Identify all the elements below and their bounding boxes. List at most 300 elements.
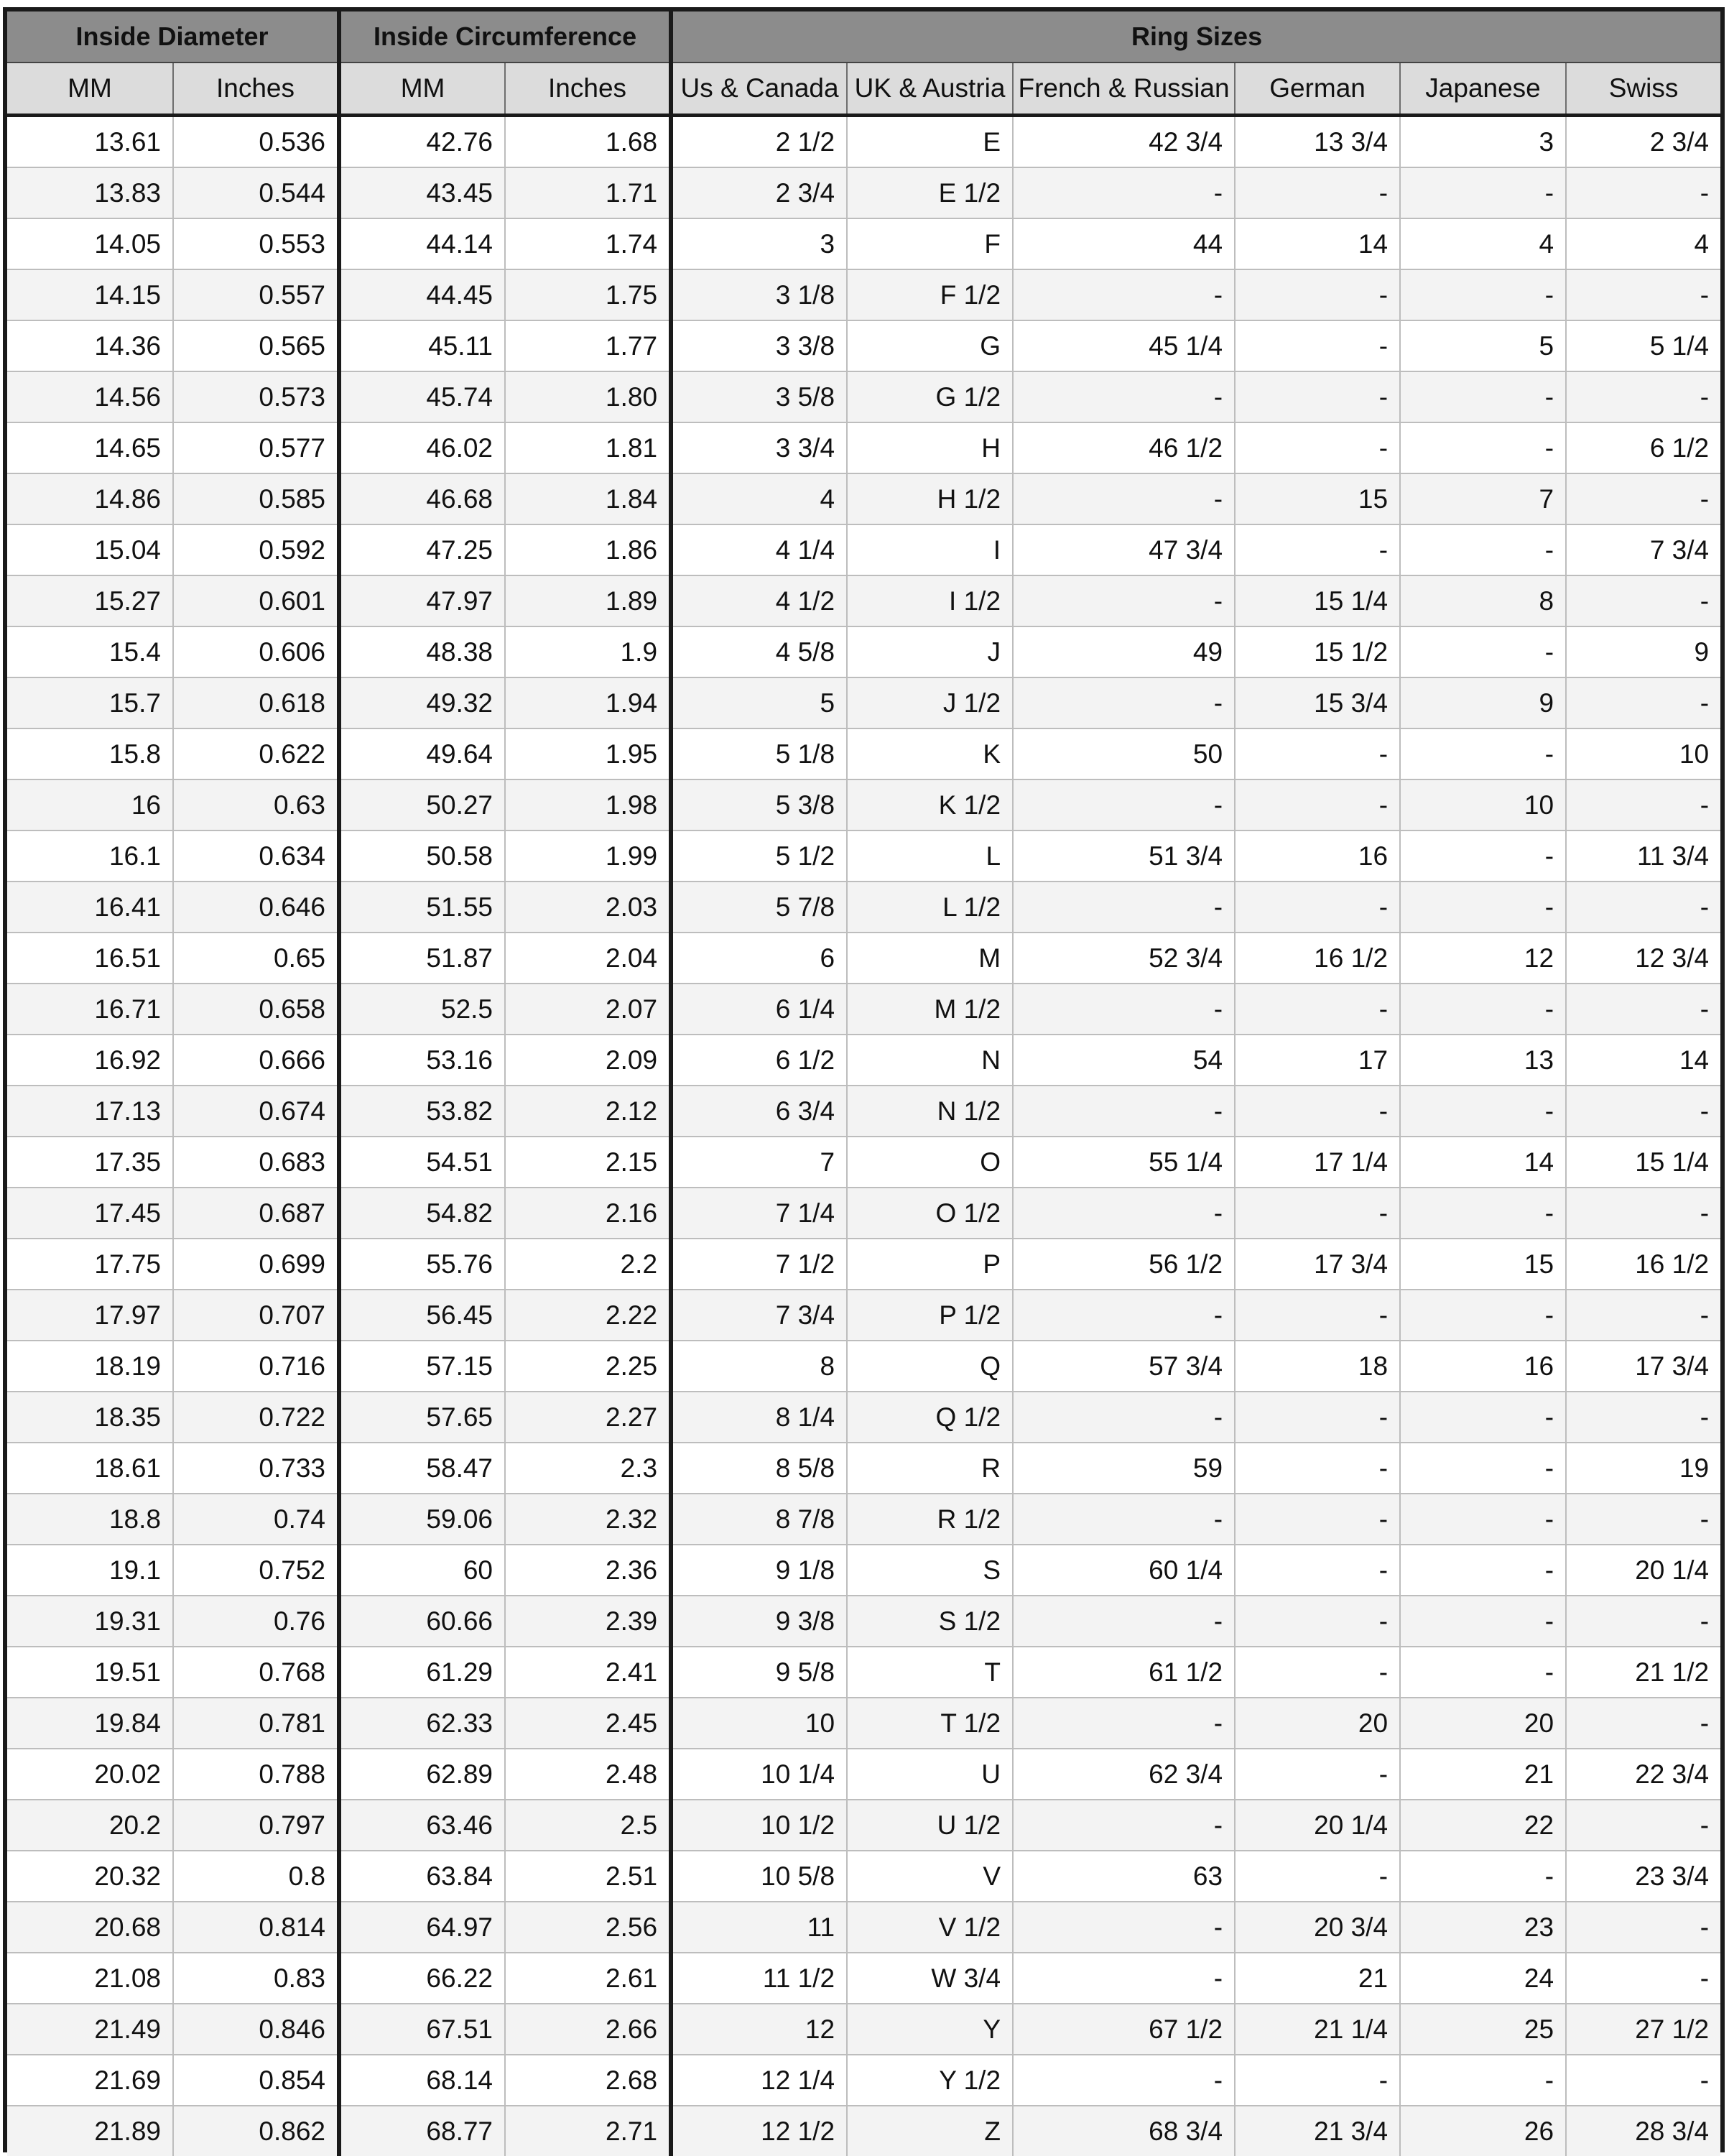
cell-french-russian: 60 1/4 <box>1013 1545 1235 1596</box>
cell-swiss: 19 <box>1566 1443 1720 1494</box>
cell-japanese: 3 <box>1400 116 1566 168</box>
cell-circumference-mm: 45.11 <box>339 320 505 371</box>
cell-uk-austria: J <box>847 626 1013 677</box>
table-row <box>7 933 1720 984</box>
cell-uk-austria: K 1/2 <box>847 779 1013 831</box>
cell-us-canada: 8 1/4 <box>671 1392 847 1443</box>
cell-circumference-inches: 2.03 <box>505 882 671 933</box>
cell-circumference-inches: 2.56 <box>505 1902 671 1953</box>
cell-us-canada: 12 <box>671 2004 847 2055</box>
cell-uk-austria: Q <box>847 1341 1013 1392</box>
cell-diameter-mm: 20.32 <box>7 1851 173 1902</box>
cell-circumference-mm: 63.46 <box>339 1800 505 1851</box>
cell-swiss: - <box>1566 779 1720 831</box>
table-row <box>7 1035 1720 1086</box>
cell-japanese: 25 <box>1400 2004 1566 2055</box>
cell-german: - <box>1235 2055 1400 2106</box>
cell-japanese: 13 <box>1400 1035 1566 1086</box>
cell-us-canada: 5 1/2 <box>671 831 847 882</box>
cell-french-russian: 54 <box>1013 1035 1235 1086</box>
cell-circumference-inches: 1.75 <box>505 269 671 320</box>
cell-japanese: 5 <box>1400 320 1566 371</box>
cell-diameter-inches: 0.565 <box>173 320 339 371</box>
cell-swiss: - <box>1566 882 1720 933</box>
cell-circumference-inches: 2.09 <box>505 1035 671 1086</box>
cell-swiss: - <box>1566 1902 1720 1953</box>
cell-us-canada: 3 <box>671 218 847 269</box>
cell-french-russian: - <box>1013 1086 1235 1137</box>
cell-japanese: - <box>1400 422 1566 473</box>
cell-circumference-inches: 2.36 <box>505 1545 671 1596</box>
cell-diameter-inches: 0.592 <box>173 524 339 575</box>
cell-diameter-mm: 15.8 <box>7 728 173 779</box>
cell-swiss: - <box>1566 1596 1720 1647</box>
cell-us-canada: 10 <box>671 1698 847 1749</box>
table-row <box>7 1596 1720 1647</box>
cell-diameter-inches: 0.573 <box>173 371 339 422</box>
table-row <box>7 2004 1720 2055</box>
cell-circumference-inches: 2.16 <box>505 1188 671 1239</box>
cell-diameter-mm: 14.36 <box>7 320 173 371</box>
group-header-row <box>7 11 1720 63</box>
cell-circumference-mm: 60 <box>339 1545 505 1596</box>
cell-diameter-mm: 14.56 <box>7 371 173 422</box>
cell-circumference-mm: 66.22 <box>339 1953 505 2004</box>
cell-diameter-inches: 0.687 <box>173 1188 339 1239</box>
cell-japanese: 21 <box>1400 1749 1566 1800</box>
cell-us-canada: 10 5/8 <box>671 1851 847 1902</box>
cell-french-russian: - <box>1013 167 1235 218</box>
table-row <box>7 1545 1720 1596</box>
cell-french-russian: 67 1/2 <box>1013 2004 1235 2055</box>
cell-french-russian: - <box>1013 575 1235 626</box>
cell-japanese: 8 <box>1400 575 1566 626</box>
cell-german: 21 1/4 <box>1235 2004 1400 2055</box>
cell-diameter-inches: 0.722 <box>173 1392 339 1443</box>
cell-circumference-inches: 1.77 <box>505 320 671 371</box>
cell-diameter-inches: 0.585 <box>173 473 339 524</box>
cell-german: 17 <box>1235 1035 1400 1086</box>
cell-diameter-mm: 16.92 <box>7 1035 173 1086</box>
cell-uk-austria: O 1/2 <box>847 1188 1013 1239</box>
cell-french-russian: - <box>1013 1188 1235 1239</box>
cell-uk-austria: Y <box>847 2004 1013 2055</box>
table-row <box>7 728 1720 779</box>
cell-german: - <box>1235 1188 1400 1239</box>
cell-circumference-mm: 47.97 <box>339 575 505 626</box>
cell-circumference-inches: 1.99 <box>505 831 671 882</box>
cell-circumference-inches: 1.95 <box>505 728 671 779</box>
cell-circumference-mm: 51.87 <box>339 933 505 984</box>
cell-french-russian: 55 1/4 <box>1013 1137 1235 1188</box>
cell-circumference-inches: 1.68 <box>505 116 671 168</box>
cell-swiss: - <box>1566 1086 1720 1137</box>
cell-uk-austria: T <box>847 1647 1013 1698</box>
cell-us-canada: 3 3/4 <box>671 422 847 473</box>
cell-us-canada: 12 1/2 <box>671 2106 847 2156</box>
cell-us-canada: 7 1/2 <box>671 1239 847 1290</box>
cell-german: - <box>1235 371 1400 422</box>
cell-german: - <box>1235 422 1400 473</box>
cell-circumference-mm: 60.66 <box>339 1596 505 1647</box>
cell-diameter-inches: 0.601 <box>173 575 339 626</box>
cell-us-canada: 11 1/2 <box>671 1953 847 2004</box>
cell-circumference-inches: 2.27 <box>505 1392 671 1443</box>
cell-diameter-inches: 0.752 <box>173 1545 339 1596</box>
cell-circumference-mm: 43.45 <box>339 167 505 218</box>
cell-diameter-inches: 0.577 <box>173 422 339 473</box>
cell-swiss: 27 1/2 <box>1566 2004 1720 2055</box>
cell-german: - <box>1235 728 1400 779</box>
cell-french-russian: 59 <box>1013 1443 1235 1494</box>
cell-diameter-inches: 0.788 <box>173 1749 339 1800</box>
cell-diameter-mm: 18.19 <box>7 1341 173 1392</box>
cell-japanese: - <box>1400 626 1566 677</box>
cell-japanese: - <box>1400 2055 1566 2106</box>
cell-circumference-mm: 45.74 <box>339 371 505 422</box>
cell-circumference-inches: 1.81 <box>505 422 671 473</box>
col-french-russian: French & Russian <box>1013 63 1235 116</box>
cell-german: - <box>1235 1494 1400 1545</box>
cell-french-russian: - <box>1013 1494 1235 1545</box>
cell-diameter-inches: 0.553 <box>173 218 339 269</box>
cell-german: 15 3/4 <box>1235 677 1400 728</box>
cell-german: 18 <box>1235 1341 1400 1392</box>
cell-circumference-inches: 2.07 <box>505 984 671 1035</box>
cell-circumference-inches: 1.74 <box>505 218 671 269</box>
cell-french-russian: - <box>1013 779 1235 831</box>
cell-us-canada: 2 3/4 <box>671 167 847 218</box>
cell-diameter-inches: 0.622 <box>173 728 339 779</box>
cell-swiss: 12 3/4 <box>1566 933 1720 984</box>
cell-french-russian: 63 <box>1013 1851 1235 1902</box>
table-row <box>7 269 1720 320</box>
cell-japanese: 26 <box>1400 2106 1566 2156</box>
cell-japanese: 4 <box>1400 218 1566 269</box>
table-row <box>7 779 1720 831</box>
cell-circumference-mm: 42.76 <box>339 116 505 168</box>
cell-circumference-mm: 46.02 <box>339 422 505 473</box>
cell-diameter-inches: 0.683 <box>173 1137 339 1188</box>
cell-german: 15 1/4 <box>1235 575 1400 626</box>
cell-uk-austria: V <box>847 1851 1013 1902</box>
cell-diameter-inches: 0.699 <box>173 1239 339 1290</box>
cell-circumference-mm: 50.27 <box>339 779 505 831</box>
cell-japanese: 12 <box>1400 933 1566 984</box>
cell-circumference-inches: 1.89 <box>505 575 671 626</box>
cell-diameter-mm: 21.69 <box>7 2055 173 2106</box>
table-row <box>7 1188 1720 1239</box>
col-us-canada: Us & Canada <box>671 63 847 116</box>
cell-swiss: - <box>1566 1290 1720 1341</box>
cell-us-canada: 7 <box>671 1137 847 1188</box>
cell-us-canada: 6 1/4 <box>671 984 847 1035</box>
cell-diameter-mm: 15.7 <box>7 677 173 728</box>
cell-swiss: - <box>1566 371 1720 422</box>
cell-us-canada: 9 5/8 <box>671 1647 847 1698</box>
cell-us-canada: 10 1/2 <box>671 1800 847 1851</box>
col-circumference-inches: Inches <box>505 63 671 116</box>
cell-diameter-mm: 21.89 <box>7 2106 173 2156</box>
cell-diameter-inches: 0.707 <box>173 1290 339 1341</box>
cell-diameter-inches: 0.557 <box>173 269 339 320</box>
cell-circumference-inches: 2.71 <box>505 2106 671 2156</box>
cell-circumference-inches: 2.2 <box>505 1239 671 1290</box>
cell-us-canada: 2 1/2 <box>671 116 847 168</box>
cell-circumference-mm: 59.06 <box>339 1494 505 1545</box>
cell-japanese: - <box>1400 1443 1566 1494</box>
group-inside-diameter: Inside Diameter <box>7 11 339 63</box>
cell-diameter-mm: 15.4 <box>7 626 173 677</box>
cell-circumference-inches: 2.41 <box>505 1647 671 1698</box>
cell-french-russian: 68 3/4 <box>1013 2106 1235 2156</box>
table-row <box>7 1137 1720 1188</box>
cell-circumference-mm: 52.5 <box>339 984 505 1035</box>
cell-uk-austria: N 1/2 <box>847 1086 1013 1137</box>
cell-circumference-mm: 56.45 <box>339 1290 505 1341</box>
cell-french-russian: - <box>1013 1953 1235 2004</box>
cell-diameter-inches: 0.733 <box>173 1443 339 1494</box>
cell-us-canada: 8 7/8 <box>671 1494 847 1545</box>
cell-circumference-inches: 2.48 <box>505 1749 671 1800</box>
cell-circumference-mm: 61.29 <box>339 1647 505 1698</box>
cell-swiss: 11 3/4 <box>1566 831 1720 882</box>
cell-german: 14 <box>1235 218 1400 269</box>
cell-swiss: 15 1/4 <box>1566 1137 1720 1188</box>
cell-diameter-inches: 0.83 <box>173 1953 339 2004</box>
cell-swiss: - <box>1566 1188 1720 1239</box>
cell-german: - <box>1235 524 1400 575</box>
cell-german: - <box>1235 269 1400 320</box>
cell-circumference-mm: 58.47 <box>339 1443 505 1494</box>
cell-diameter-mm: 17.35 <box>7 1137 173 1188</box>
cell-japanese: - <box>1400 371 1566 422</box>
cell-swiss: 2 3/4 <box>1566 116 1720 168</box>
cell-circumference-inches: 1.71 <box>505 167 671 218</box>
cell-french-russian: 47 3/4 <box>1013 524 1235 575</box>
cell-japanese: - <box>1400 269 1566 320</box>
cell-diameter-mm: 16.1 <box>7 831 173 882</box>
table-row <box>7 1392 1720 1443</box>
cell-french-russian: 52 3/4 <box>1013 933 1235 984</box>
cell-german: - <box>1235 882 1400 933</box>
cell-diameter-mm: 14.65 <box>7 422 173 473</box>
table-row <box>7 1239 1720 1290</box>
cell-swiss: 21 1/2 <box>1566 1647 1720 1698</box>
cell-circumference-mm: 51.55 <box>339 882 505 933</box>
cell-diameter-mm: 14.15 <box>7 269 173 320</box>
ring-size-chart <box>3 7 1725 2152</box>
cell-french-russian: - <box>1013 1800 1235 1851</box>
table-row <box>7 1647 1720 1698</box>
cell-japanese: 10 <box>1400 779 1566 831</box>
cell-circumference-inches: 2.45 <box>505 1698 671 1749</box>
cell-diameter-inches: 0.658 <box>173 984 339 1035</box>
cell-swiss: - <box>1566 2055 1720 2106</box>
cell-japanese: - <box>1400 984 1566 1035</box>
cell-diameter-mm: 19.31 <box>7 1596 173 1647</box>
cell-circumference-inches: 2.61 <box>505 1953 671 2004</box>
cell-diameter-inches: 0.846 <box>173 2004 339 2055</box>
cell-us-canada: 9 3/8 <box>671 1596 847 1647</box>
cell-german: 20 1/4 <box>1235 1800 1400 1851</box>
cell-french-russian: - <box>1013 473 1235 524</box>
table-row <box>7 626 1720 677</box>
cell-us-canada: 6 <box>671 933 847 984</box>
col-german: German <box>1235 63 1400 116</box>
col-swiss: Swiss <box>1566 63 1720 116</box>
cell-german: 16 <box>1235 831 1400 882</box>
col-uk-austria: UK & Austria <box>847 63 1013 116</box>
cell-circumference-mm: 62.33 <box>339 1698 505 1749</box>
cell-german: - <box>1235 1851 1400 1902</box>
cell-german: 17 1/4 <box>1235 1137 1400 1188</box>
cell-circumference-mm: 44.14 <box>339 218 505 269</box>
cell-us-canada: 3 3/8 <box>671 320 847 371</box>
cell-uk-austria: Z <box>847 2106 1013 2156</box>
cell-us-canada: 3 1/8 <box>671 269 847 320</box>
cell-swiss: - <box>1566 1392 1720 1443</box>
cell-swiss: 14 <box>1566 1035 1720 1086</box>
cell-diameter-mm: 13.83 <box>7 167 173 218</box>
cell-diameter-inches: 0.781 <box>173 1698 339 1749</box>
cell-japanese: 20 <box>1400 1698 1566 1749</box>
cell-diameter-mm: 17.45 <box>7 1188 173 1239</box>
ring-size-table <box>7 11 1720 2156</box>
cell-uk-austria: M 1/2 <box>847 984 1013 1035</box>
cell-us-canada: 6 3/4 <box>671 1086 847 1137</box>
cell-us-canada: 8 5/8 <box>671 1443 847 1494</box>
cell-diameter-inches: 0.76 <box>173 1596 339 1647</box>
cell-us-canada: 4 <box>671 473 847 524</box>
cell-swiss: 23 3/4 <box>1566 1851 1720 1902</box>
table-row <box>7 575 1720 626</box>
cell-circumference-inches: 1.94 <box>505 677 671 728</box>
table-row <box>7 473 1720 524</box>
cell-german: - <box>1235 1086 1400 1137</box>
cell-circumference-inches: 1.80 <box>505 371 671 422</box>
cell-german: - <box>1235 1290 1400 1341</box>
cell-circumference-inches: 2.3 <box>505 1443 671 1494</box>
cell-japanese: - <box>1400 882 1566 933</box>
cell-japanese: - <box>1400 1494 1566 1545</box>
col-diameter-inches: Inches <box>173 63 339 116</box>
table-row <box>7 167 1720 218</box>
group-ring-sizes: Ring Sizes <box>671 11 1720 63</box>
cell-swiss: - <box>1566 575 1720 626</box>
cell-circumference-mm: 49.32 <box>339 677 505 728</box>
table-row <box>7 1698 1720 1749</box>
cell-diameter-mm: 14.86 <box>7 473 173 524</box>
col-diameter-mm: MM <box>7 63 173 116</box>
cell-french-russian: 44 <box>1013 218 1235 269</box>
cell-diameter-mm: 14.05 <box>7 218 173 269</box>
cell-circumference-mm: 53.16 <box>339 1035 505 1086</box>
cell-circumference-mm: 50.58 <box>339 831 505 882</box>
cell-us-canada: 6 1/2 <box>671 1035 847 1086</box>
cell-uk-austria: F <box>847 218 1013 269</box>
cell-uk-austria: T 1/2 <box>847 1698 1013 1749</box>
cell-japanese: 14 <box>1400 1137 1566 1188</box>
cell-diameter-mm: 19.84 <box>7 1698 173 1749</box>
cell-japanese: - <box>1400 728 1566 779</box>
cell-german: 20 <box>1235 1698 1400 1749</box>
cell-french-russian: - <box>1013 269 1235 320</box>
cell-circumference-inches: 2.51 <box>505 1851 671 1902</box>
cell-swiss: 9 <box>1566 626 1720 677</box>
cell-diameter-mm: 18.8 <box>7 1494 173 1545</box>
cell-us-canada: 7 1/4 <box>671 1188 847 1239</box>
cell-french-russian: - <box>1013 677 1235 728</box>
cell-circumference-mm: 68.77 <box>339 2106 505 2156</box>
cell-circumference-mm: 63.84 <box>339 1851 505 1902</box>
cell-circumference-inches: 2.25 <box>505 1341 671 1392</box>
cell-circumference-mm: 44.45 <box>339 269 505 320</box>
cell-us-canada: 5 1/8 <box>671 728 847 779</box>
cell-uk-austria: H <box>847 422 1013 473</box>
cell-uk-austria: Y 1/2 <box>847 2055 1013 2106</box>
cell-diameter-mm: 20.68 <box>7 1902 173 1953</box>
cell-circumference-mm: 54.82 <box>339 1188 505 1239</box>
cell-uk-austria: U 1/2 <box>847 1800 1013 1851</box>
cell-japanese: 22 <box>1400 1800 1566 1851</box>
table-row <box>7 882 1720 933</box>
cell-uk-austria: F 1/2 <box>847 269 1013 320</box>
cell-french-russian: - <box>1013 1902 1235 1953</box>
cell-circumference-mm: 62.89 <box>339 1749 505 1800</box>
cell-swiss: - <box>1566 1494 1720 1545</box>
cell-uk-austria: Q 1/2 <box>847 1392 1013 1443</box>
cell-german: 21 <box>1235 1953 1400 2004</box>
table-row <box>7 1494 1720 1545</box>
cell-circumference-inches: 2.22 <box>505 1290 671 1341</box>
table-row <box>7 422 1720 473</box>
cell-uk-austria: R 1/2 <box>847 1494 1013 1545</box>
cell-german: - <box>1235 1749 1400 1800</box>
table-row <box>7 831 1720 882</box>
cell-japanese: - <box>1400 1290 1566 1341</box>
table-row <box>7 1800 1720 1851</box>
cell-french-russian: 56 1/2 <box>1013 1239 1235 1290</box>
cell-japanese: - <box>1400 1392 1566 1443</box>
cell-circumference-mm: 57.15 <box>339 1341 505 1392</box>
cell-circumference-inches: 2.39 <box>505 1596 671 1647</box>
cell-uk-austria: P 1/2 <box>847 1290 1013 1341</box>
cell-diameter-mm: 21.49 <box>7 2004 173 2055</box>
cell-uk-austria: E <box>847 116 1013 168</box>
cell-circumference-mm: 47.25 <box>339 524 505 575</box>
cell-swiss: 17 3/4 <box>1566 1341 1720 1392</box>
cell-swiss: - <box>1566 677 1720 728</box>
cell-german: 16 1/2 <box>1235 933 1400 984</box>
cell-german: 20 3/4 <box>1235 1902 1400 1953</box>
cell-swiss: - <box>1566 1953 1720 2004</box>
cell-diameter-inches: 0.814 <box>173 1902 339 1953</box>
cell-swiss: 20 1/4 <box>1566 1545 1720 1596</box>
cell-swiss: - <box>1566 473 1720 524</box>
cell-diameter-inches: 0.65 <box>173 933 339 984</box>
cell-us-canada: 12 1/4 <box>671 2055 847 2106</box>
cell-diameter-mm: 21.08 <box>7 1953 173 2004</box>
cell-uk-austria: R <box>847 1443 1013 1494</box>
cell-circumference-mm: 57.65 <box>339 1392 505 1443</box>
cell-german: - <box>1235 984 1400 1035</box>
cell-japanese: - <box>1400 1545 1566 1596</box>
cell-french-russian: 42 3/4 <box>1013 116 1235 168</box>
cell-circumference-inches: 2.68 <box>505 2055 671 2106</box>
cell-french-russian: 61 1/2 <box>1013 1647 1235 1698</box>
cell-diameter-inches: 0.74 <box>173 1494 339 1545</box>
